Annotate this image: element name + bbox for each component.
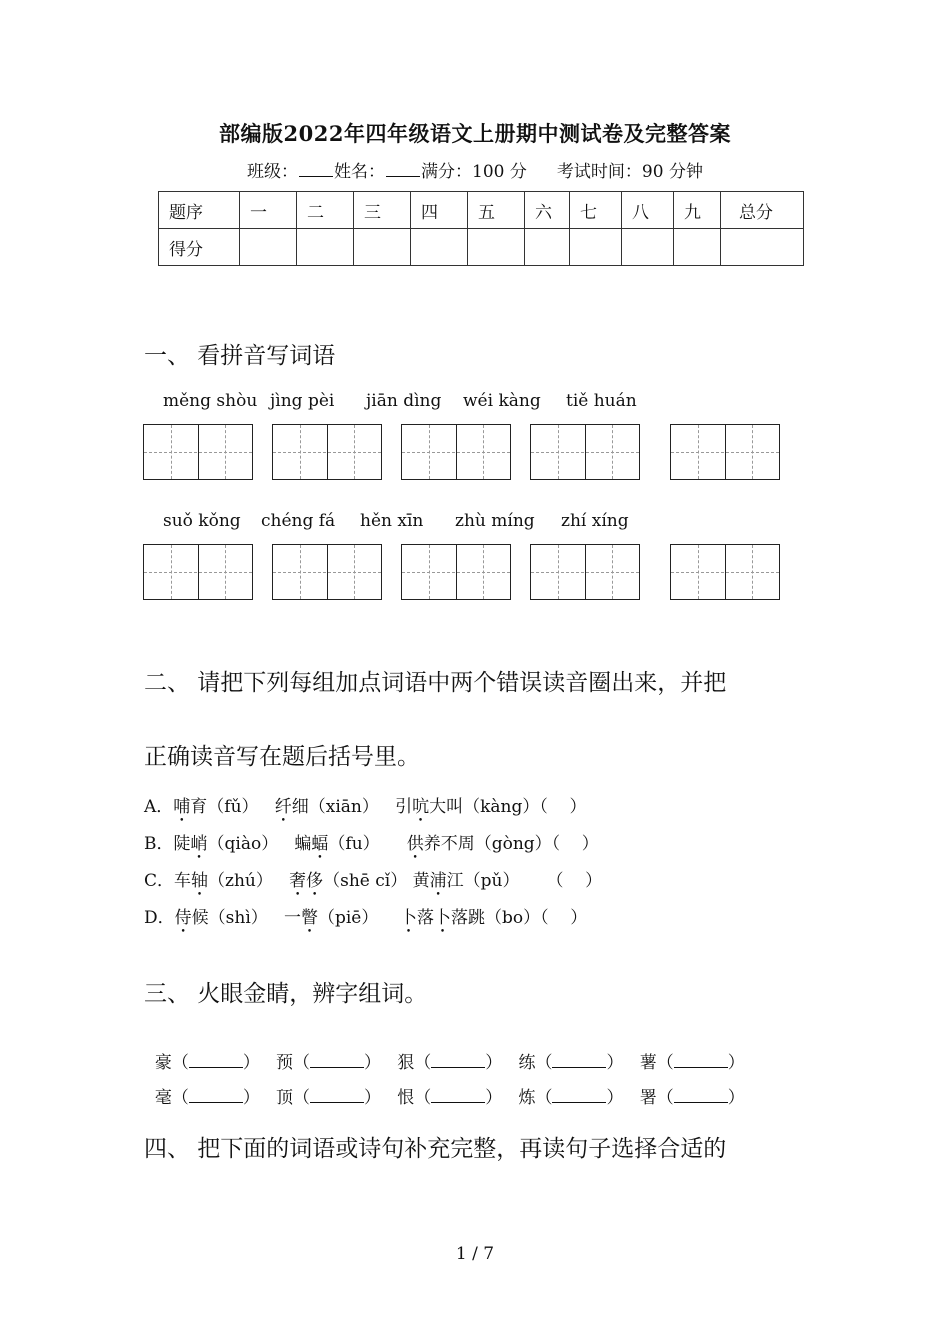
dotted-char: 侈 <box>306 871 324 891</box>
dotted-char: 奢 <box>289 871 307 891</box>
writing-grid[interactable] <box>530 544 640 600</box>
option-b <box>144 829 599 854</box>
dotted-char: 侍 <box>174 908 192 928</box>
pinyin-label: jiān dìng <box>366 391 442 411</box>
writing-grid[interactable] <box>143 544 253 600</box>
table-header-cell: 五 <box>468 192 525 229</box>
option-c <box>144 866 602 891</box>
writing-grid[interactable] <box>272 544 382 600</box>
option-text: 养不周（gòng） <box>423 834 552 854</box>
page-number: 1 / 7 <box>455 1244 495 1264</box>
table-header-cell: 九 <box>674 192 721 229</box>
answer-blank[interactable] <box>310 1088 364 1103</box>
char-item: 豪 <box>154 1053 172 1073</box>
section-3-title: 三、 火眼金睛，辨字组词。 <box>144 981 428 1007</box>
dotted-char: 供 <box>406 834 424 854</box>
dotted-char: 哺 <box>173 797 191 817</box>
char-item: 预 <box>276 1053 294 1073</box>
option-text: （zhú） <box>208 871 273 891</box>
option-text: 落 <box>417 908 434 928</box>
option-text: （fu） <box>328 834 380 854</box>
option-text: 育（fǔ） <box>190 797 259 817</box>
char-item: 毫 <box>154 1088 172 1108</box>
name-label: 姓名： <box>334 162 386 182</box>
score-table <box>158 191 804 266</box>
page-title: 部编版2022年四年级语文上册期中测试卷及完整答案 <box>219 121 731 146</box>
writing-grid[interactable] <box>143 424 253 480</box>
pinyin-label: měng shòu <box>163 391 258 411</box>
char-item: 炼 <box>518 1088 536 1108</box>
score-cell[interactable] <box>570 229 622 266</box>
answer-paren[interactable]: （ ） <box>551 834 599 854</box>
answer-blank[interactable] <box>674 1088 728 1103</box>
option-a <box>144 792 586 817</box>
writing-grid[interactable] <box>272 424 382 480</box>
answer-paren[interactable]: （ ） <box>539 797 587 817</box>
option-d <box>144 903 587 928</box>
table-row-label: 得分 <box>159 229 240 266</box>
table-header-cell: 题序 <box>159 192 240 229</box>
option-text: （shē cǐ） <box>323 871 408 891</box>
dotted-char: 轴 <box>191 871 209 891</box>
class-blank <box>299 162 333 177</box>
pinyin-label: tiě huán <box>566 391 637 411</box>
table-header-cell: 二 <box>297 192 354 229</box>
table-header-cell: 八 <box>622 192 674 229</box>
pinyin-label: zhí xíng <box>561 511 629 531</box>
name-blank <box>386 162 420 177</box>
section-2-title-cont: 正确读音写在题后括号里。 <box>144 744 420 770</box>
char-item: 顶 <box>276 1088 294 1108</box>
pinyin-label: zhù míng <box>455 511 535 531</box>
char-item: 署 <box>639 1088 657 1108</box>
option-text: （qiào） <box>207 834 279 854</box>
dotted-char: 卜 <box>400 908 417 928</box>
section-4-title: 四、 把下面的词语或诗句补充完整，再读句子选择合适的 <box>144 1136 727 1162</box>
char-item: 狠 <box>397 1053 415 1073</box>
option-letter: A． <box>144 797 174 817</box>
char-item: 练 <box>518 1053 536 1073</box>
option-letter: C． <box>144 871 175 891</box>
pinyin-label: suǒ kǒng <box>163 511 241 531</box>
score-cell[interactable] <box>240 229 297 266</box>
score-cell[interactable] <box>525 229 570 266</box>
writing-grid[interactable] <box>401 544 511 600</box>
char-item: 恨 <box>397 1088 415 1108</box>
score-table-score-row <box>159 229 804 266</box>
table-header-cell: 七 <box>570 192 622 229</box>
exam-info <box>0 157 950 182</box>
writing-grid[interactable] <box>401 424 511 480</box>
option-text: （piē） <box>317 908 379 928</box>
writing-grid[interactable] <box>530 424 640 480</box>
pinyin-label: jìng pèi <box>270 391 335 411</box>
option-text: 陡 <box>173 834 191 854</box>
answer-blank[interactable] <box>552 1088 606 1103</box>
option-text: 一 <box>283 908 301 928</box>
table-header-cell: 四 <box>411 192 468 229</box>
dotted-char: 瞥 <box>300 908 318 928</box>
pinyin-label: wéi kàng <box>463 391 541 411</box>
score-cell[interactable] <box>354 229 411 266</box>
score-cell[interactable] <box>721 229 804 266</box>
option-text: 蝙 <box>294 834 312 854</box>
option-text: 引 <box>395 797 413 817</box>
option-text: 落跳（bo） <box>451 908 541 928</box>
table-header-cell: 一 <box>240 192 297 229</box>
char-item: 薯 <box>639 1053 657 1073</box>
dotted-char: 纤 <box>274 797 292 817</box>
answer-paren[interactable]: （ ） <box>540 908 588 928</box>
option-text: 细（xiān） <box>291 797 379 817</box>
table-header-cell: 三 <box>354 192 411 229</box>
section-1-title: 一、 看拼音写词语 <box>144 343 336 369</box>
table-header-cell: 六 <box>525 192 570 229</box>
writing-grid[interactable] <box>670 424 780 480</box>
score-cell[interactable] <box>674 229 721 266</box>
dotted-char: 浦 <box>429 871 447 891</box>
option-text: 大叫（kàng） <box>429 797 540 817</box>
char-row-2: 毫（ ） 顶（ ） 恨（ ） 炼（ ） 署（ ） <box>154 1088 745 1108</box>
answer-paren[interactable]: （ ） <box>546 871 603 891</box>
pinyin-label: hěn xīn <box>360 511 424 531</box>
dotted-char: 吭 <box>412 797 430 817</box>
score-cell[interactable] <box>411 229 468 266</box>
pinyin-label: chéng fá <box>261 511 336 531</box>
answer-blank[interactable] <box>189 1088 243 1103</box>
dotted-char: 蝠 <box>311 834 329 854</box>
class-label: 班级： <box>247 162 299 182</box>
char-row-1: 豪（ ） 预（ ） 狠（ ） 练（ ） 薯（ ） <box>154 1053 745 1073</box>
option-text: 车 <box>174 871 192 891</box>
option-text: 江（pǔ） <box>446 871 520 891</box>
option-text: 黄 <box>412 871 430 891</box>
dotted-char: 峭 <box>190 834 208 854</box>
full-score: 满分：100 分 <box>421 162 527 182</box>
option-text: 候（shì） <box>191 908 268 928</box>
answer-blank[interactable] <box>431 1088 485 1103</box>
score-cell[interactable] <box>622 229 674 266</box>
option-letter: B． <box>144 834 174 854</box>
score-cell[interactable] <box>297 229 354 266</box>
score-table-header-row <box>159 192 804 229</box>
writing-grid[interactable] <box>670 544 780 600</box>
option-letter: D． <box>144 908 175 928</box>
section-2-title: 二、 请把下列每组加点词语中两个错误读音圈出来，并把 <box>144 670 727 696</box>
table-header-cell: 总分 <box>721 192 804 229</box>
score-cell[interactable] <box>468 229 525 266</box>
dotted-char: 卜 <box>434 908 451 928</box>
exam-time: 考试时间：90 分钟 <box>556 162 703 182</box>
